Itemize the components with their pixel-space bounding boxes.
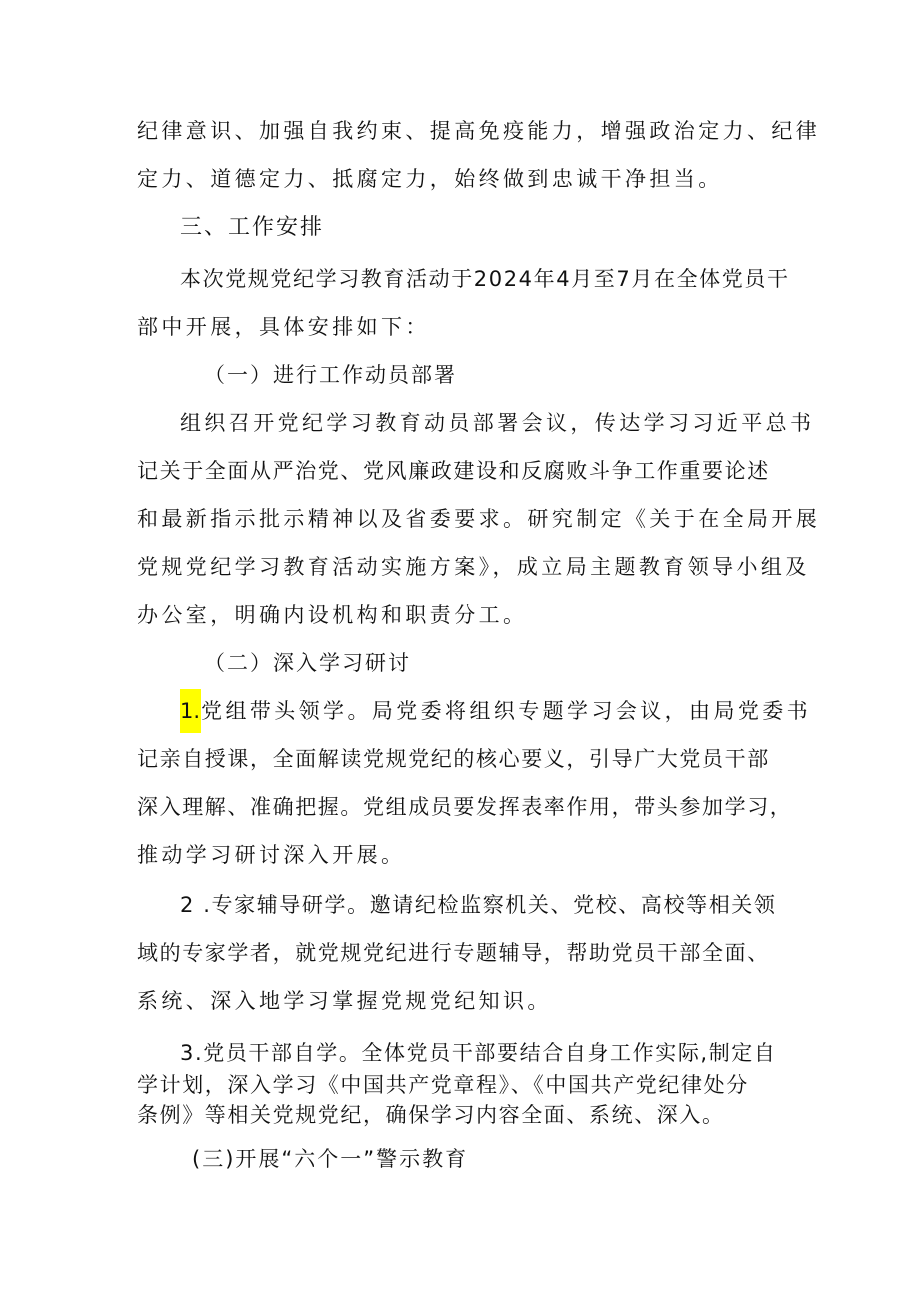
paragraph-line: 部中开展，具体安排如下： bbox=[137, 315, 430, 339]
paragraph-line: 和最新指示批示精神以及省委要求。研究制定《关于在全局开展 bbox=[137, 507, 821, 531]
subsection-heading: (三)开展“六个一”警示教育 bbox=[192, 1147, 469, 1171]
paragraph-line: 域的专家学者，就党规党纪进行专题辅导，帮助党员干部全面、 bbox=[137, 941, 770, 965]
paragraph-line: 推动学习研讨深入开展。 bbox=[137, 843, 406, 867]
paragraph-line: 系统、深入地学习掌握党规党纪知识。 bbox=[137, 989, 552, 1013]
paragraph-line: 组织召开党纪学习教育动员部署会议，传达学习习近平总书 bbox=[180, 411, 815, 435]
paragraph-line: 办公室，明确内设机构和职责分工。 bbox=[137, 603, 528, 627]
list-item-first-line bbox=[180, 698, 811, 724]
subsection-heading: （一）进行工作动员部署 bbox=[204, 363, 457, 387]
subsection-heading: （二）深入学习研讨 bbox=[204, 651, 411, 675]
paragraph-line: 定力、道德定力、抵腐定力，始终做到忠诚干净担当。 bbox=[137, 167, 723, 191]
paragraph-line: 纪律意识、加强自我约束、提高免疫能力，增强政治定力、纪律 bbox=[137, 119, 821, 143]
paragraph-line: 深入理解、准确把握。党组成员要发挥表率作用，带头参加学习， bbox=[137, 795, 793, 819]
paragraph-line: 学计划，深入学习《中国共产党章程》、《中国共产党纪律处分 bbox=[137, 1073, 749, 1097]
section-heading: 三、工作安排 bbox=[180, 215, 325, 240]
paragraph-line: 记亲自授课，全面解读党规党纪的核心要义，引导广大党员干部 bbox=[137, 747, 770, 771]
paragraph-line: 党规党纪学习教育活动实施方案》，成立局主题教育领导小组及 bbox=[137, 555, 810, 579]
paragraph-line: 记关于全面从严治党、党风廉政建设和反腐败斗争工作重要论述 bbox=[137, 459, 770, 483]
list-item-first-line: 3.党员干部自学。全体党员干部要结合自身工作实际,制定自 bbox=[180, 1041, 777, 1065]
paragraph-line: 条例》等相关党规党纪，确保学习内容全面、系统、深入。 bbox=[137, 1103, 725, 1127]
paragraph-line: 本次党规党纪学习教育活动于2024年4月至7月在全体党员干 bbox=[180, 267, 790, 291]
list-item-first-line: 2 .专家辅导研学。邀请纪检监察机关、党校、高校等相关领 bbox=[180, 893, 777, 917]
list-item-text: 党组带头领学。局党委将组织专题学习会议，由局党委书 bbox=[201, 699, 812, 723]
list-number-highlight: 1. bbox=[180, 689, 201, 733]
